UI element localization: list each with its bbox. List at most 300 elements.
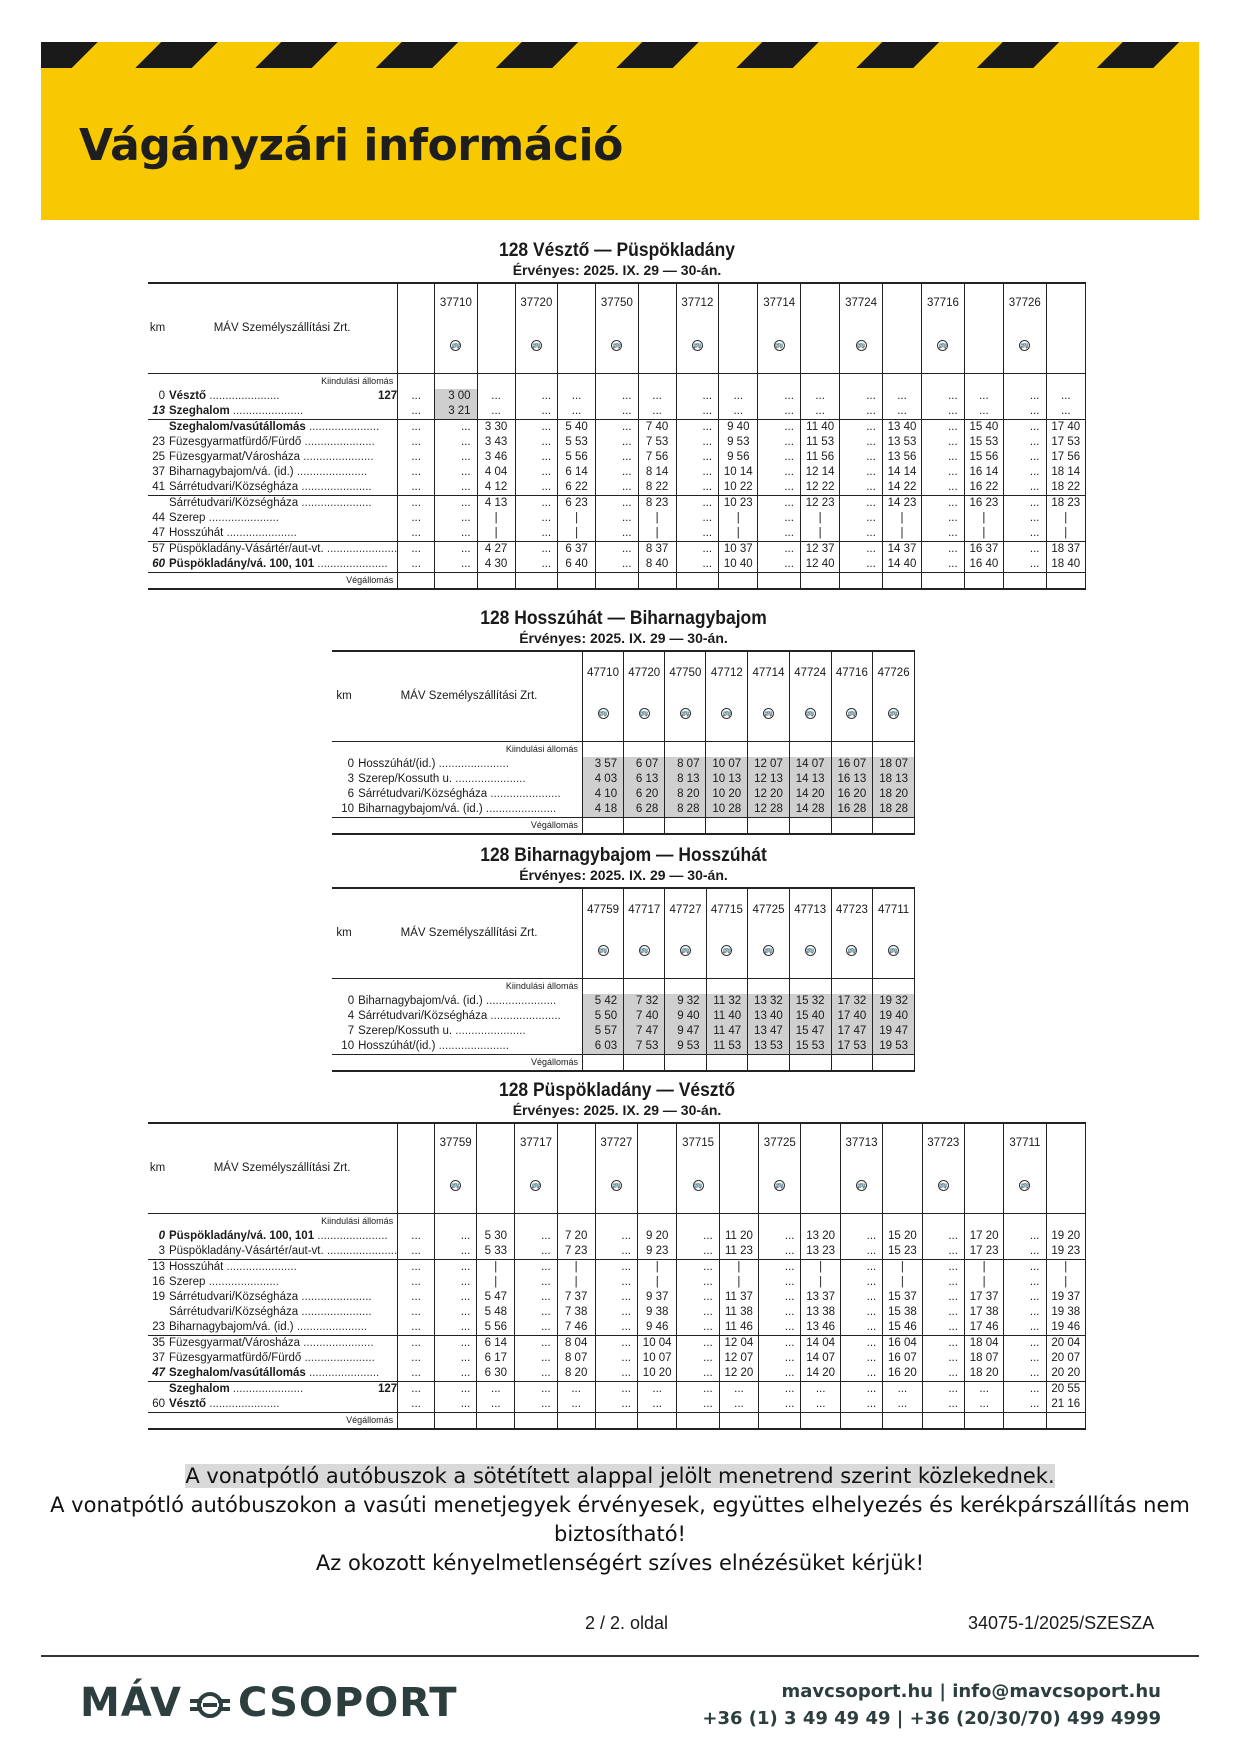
spacer-cell: [398, 1213, 435, 1229]
station-name: Füzesgyarmat/Városháza: [169, 450, 301, 463]
time-cell: 16 07: [883, 1351, 922, 1366]
time-cell: ...: [759, 1229, 801, 1244]
station-name: Sárrétudvari/Községháza: [168, 1305, 299, 1318]
station-cell: [167, 1351, 398, 1366]
station-cell: [356, 1024, 582, 1039]
time-cell: ...: [596, 389, 638, 404]
table-row: [148, 1244, 1086, 1260]
time-cell: 17 40: [831, 1009, 873, 1024]
time-cell: 18 07: [873, 757, 915, 772]
time-cell: 14 14: [882, 465, 921, 480]
time-cell: 14 40: [882, 557, 921, 573]
time-cell: ...: [677, 1351, 719, 1366]
bus-icon: [435, 337, 476, 352]
table-row: [148, 419, 1086, 435]
time-cell: ...: [840, 1259, 882, 1275]
time-cell: 12 40: [800, 557, 839, 573]
time-cell: ...: [922, 1290, 964, 1305]
time-cell: 16 14: [964, 465, 1003, 480]
leader-dots: ......................: [206, 1397, 280, 1410]
train-number-header: [840, 1123, 882, 1213]
table-row: [148, 450, 1086, 465]
spacer-cell: [831, 978, 873, 994]
time-cell: 17 32: [831, 994, 873, 1009]
arrival-label: Végállomás: [332, 817, 582, 834]
time-cell: ...: [840, 435, 882, 450]
spacer-cell: [1004, 1213, 1046, 1229]
time-cell: ...: [677, 1229, 719, 1244]
time-cell: ...: [758, 450, 800, 465]
spacer-cell: [596, 572, 638, 589]
time-cell: 13 46: [801, 1320, 840, 1336]
time-cell: ...: [840, 541, 882, 557]
spacer-cell: [789, 978, 831, 994]
bus-icon: [707, 942, 748, 957]
time-cell: ...: [840, 1290, 882, 1305]
bus-icon: [873, 942, 914, 957]
table-row: [148, 557, 1086, 573]
time-cell: 12 07: [748, 757, 790, 772]
spacer-cell: [515, 572, 557, 589]
time-cell: 13 20: [801, 1229, 840, 1244]
time-cell: ...: [922, 1320, 964, 1336]
km-cell: 25: [152, 450, 165, 463]
train-number-header: [596, 283, 638, 373]
train-number: 47717: [628, 904, 661, 916]
spacer-cell: [922, 572, 964, 589]
station-cell: [356, 1009, 582, 1024]
train-number-header: [758, 283, 800, 373]
time-cell: 9 47: [665, 1024, 706, 1039]
time-cell: ...: [515, 1381, 557, 1397]
time-cell: 5 57: [582, 1024, 623, 1039]
time-cell: ...: [434, 1351, 476, 1366]
time-cell: ...: [922, 1397, 964, 1413]
spacer-cell: [873, 817, 915, 834]
time-cell: 7 38: [557, 1305, 595, 1320]
leader-dots: ......................: [298, 1305, 372, 1318]
validity-text: Érvényes: 2025. IX. 29 — 30-án.: [512, 262, 722, 278]
time-cell: ...: [398, 1305, 435, 1320]
time-cell: 11 47: [706, 1024, 748, 1039]
time-cell: ...: [557, 1381, 595, 1397]
timetable-title: 128 Hosszúhát — Biharnagybajom: [480, 608, 767, 629]
station-cell: [167, 526, 398, 542]
time-cell: ...: [434, 1320, 476, 1336]
time-cell: 11 46: [719, 1320, 758, 1336]
time-cell: ...: [398, 1335, 435, 1351]
time-cell: ...: [596, 419, 638, 435]
time-cell: ...: [840, 1275, 882, 1290]
time-cell: ...: [759, 1244, 801, 1260]
time-cell: 15 37: [883, 1290, 922, 1305]
time-cell: |: [638, 511, 676, 526]
train-number: 47710: [587, 667, 619, 679]
time-cell: ...: [435, 541, 477, 557]
departure-label: Kiindulási állomás: [332, 741, 582, 757]
leader-dots: ......................: [305, 1366, 380, 1379]
time-cell: ...: [677, 1259, 719, 1275]
table-row: [332, 772, 915, 787]
time-cell: 5 30: [477, 1229, 515, 1244]
time-cell: 5 42: [582, 994, 623, 1009]
train-number-header: [759, 1123, 801, 1213]
km-header: km: [149, 321, 166, 334]
time-cell: |: [1046, 1259, 1086, 1275]
train-number: 37711: [1009, 1137, 1041, 1149]
station-cell: [356, 802, 582, 818]
spacer-cell: [638, 572, 676, 589]
mav-csoport-logo: [80, 1680, 458, 1726]
bus-symbol-icon: 🚌: [805, 947, 815, 954]
time-cell: 6 28: [624, 802, 665, 818]
arrival-label: Végállomás: [148, 1412, 398, 1429]
time-cell: ...: [922, 1305, 964, 1320]
time-cell: ...: [840, 526, 882, 542]
bus-icon: [923, 1177, 964, 1192]
time-cell: 14 20: [801, 1366, 840, 1382]
spacer-cell: [706, 741, 748, 757]
time-cell: ...: [398, 1381, 435, 1397]
time-cell: 6 23: [558, 495, 596, 511]
time-cell: 9 46: [638, 1320, 677, 1336]
time-cell: ...: [596, 541, 638, 557]
time-cell: 14 07: [789, 757, 831, 772]
bus-icon: [873, 705, 914, 720]
time-cell: 3 30: [477, 419, 515, 435]
time-cell: ...: [677, 1335, 719, 1351]
km-cell: 6: [347, 787, 355, 800]
time-cell: ...: [758, 541, 800, 557]
time-cell: ...: [840, 1351, 882, 1366]
time-cell: 15 53: [789, 1039, 831, 1055]
time-cell: |: [1046, 511, 1085, 526]
spacer-cell: [638, 1412, 677, 1429]
time-cell: 12 04: [719, 1335, 758, 1351]
time-cell: ...: [840, 1320, 882, 1336]
train-number-header: [831, 651, 873, 741]
table-row: [148, 404, 1086, 420]
time-cell: 15 20: [883, 1229, 922, 1244]
table-row: [148, 1275, 1086, 1290]
bus-symbol-icon: 🚌: [847, 710, 857, 717]
time-cell: ...: [1046, 404, 1085, 420]
time-cell: 8 28: [665, 802, 706, 818]
time-cell: ...: [434, 1397, 476, 1413]
time-cell: ...: [398, 404, 435, 420]
time-cell: ...: [398, 541, 435, 557]
time-cell: ...: [596, 404, 638, 420]
time-cell: |: [477, 1259, 515, 1275]
leader-dots: ......................: [300, 1336, 374, 1349]
km-cell: [148, 495, 167, 511]
station-cell: [167, 541, 398, 557]
leader-dots: ......................: [301, 435, 375, 448]
time-cell: |: [1046, 526, 1085, 542]
time-cell: ...: [1004, 1259, 1046, 1275]
time-cell: ...: [398, 495, 435, 511]
time-cell: ...: [1004, 450, 1046, 465]
time-cell: ...: [922, 1366, 964, 1382]
table-row: [148, 1381, 1086, 1397]
departure-label-row: [148, 1213, 1086, 1229]
station-name: Füzesgyarmat/Városháza: [168, 1336, 301, 1349]
spacer-cell: [582, 978, 623, 994]
table-row: [148, 480, 1086, 496]
leader-dots: ......................: [482, 994, 557, 1007]
spacer-cell: [840, 572, 882, 589]
spacer-cell: [595, 1213, 637, 1229]
time-cell: ...: [922, 557, 964, 573]
time-cell: ...: [840, 404, 882, 420]
header-row: [148, 1123, 1086, 1213]
time-cell: ...: [677, 1244, 719, 1260]
time-cell: ...: [515, 389, 557, 404]
time-cell: ...: [398, 1259, 435, 1275]
time-cell: |: [638, 1259, 677, 1275]
spacer-cell: [477, 572, 515, 589]
km-cell: 60: [152, 1397, 165, 1410]
km-cell: 0: [347, 994, 355, 1007]
time-cell: 13 32: [748, 994, 790, 1009]
bus-icon: [596, 337, 637, 352]
time-cell: 6 20: [624, 787, 665, 802]
station-name: Füzesgyarmatfürdő/Fürdő: [168, 1351, 302, 1364]
time-cell: 7 37: [557, 1290, 595, 1305]
bus-symbol-icon: 🚌: [612, 342, 622, 349]
leader-dots: ......................: [206, 389, 280, 402]
time-cell: ...: [840, 419, 882, 435]
time-cell: 18 07: [964, 1351, 1003, 1366]
time-cell: ...: [638, 389, 676, 404]
time-cell: 14 37: [882, 541, 921, 557]
time-cell: ...: [759, 1290, 801, 1305]
time-cell: 20 07: [1046, 1351, 1086, 1366]
time-cell: |: [719, 511, 758, 526]
time-cell: ...: [1004, 389, 1046, 404]
spacer-cell: [748, 978, 790, 994]
time-cell: ...: [922, 1381, 964, 1397]
time-cell: 17 23: [964, 1244, 1003, 1260]
bus-icon: [677, 1177, 718, 1192]
leader-dots: ......................: [487, 787, 561, 800]
time-cell: ...: [801, 1381, 840, 1397]
leader-dots: ......................: [298, 1290, 372, 1303]
bus-symbol-icon: 🚌: [857, 1182, 866, 1189]
bus-symbol-icon: 🚌: [639, 710, 649, 717]
time-cell: ...: [595, 1351, 637, 1366]
bus-symbol-icon: 🚌: [938, 342, 948, 349]
time-cell: 15 46: [883, 1320, 922, 1336]
leader-dots: ......................: [452, 1024, 526, 1037]
train-number: 47715: [710, 904, 743, 916]
time-cell: ...: [964, 1381, 1003, 1397]
departure-label: Kiindulási állomás: [148, 1213, 398, 1229]
time-cell: ...: [434, 1275, 476, 1290]
spacer-cell: [922, 373, 964, 389]
time-cell: 11 32: [706, 994, 748, 1009]
time-cell: ...: [719, 1397, 758, 1413]
time-cell: 19 46: [1046, 1320, 1086, 1336]
spacer-cell: [831, 741, 873, 757]
table-row: [148, 526, 1086, 542]
spacer-cell: [719, 373, 758, 389]
time-cell: 11 56: [800, 450, 839, 465]
station-name: Püspökladány-Vásártér/aut-vt.: [168, 1244, 324, 1257]
page-number: 2 / 2. oldal: [585, 1613, 669, 1633]
spacer-cell: [582, 817, 623, 834]
time-cell: 21 16: [1046, 1397, 1086, 1413]
km-header: km: [149, 1161, 166, 1174]
bus-symbol-icon: 🚌: [889, 710, 898, 717]
time-cell: 12 22: [800, 480, 839, 496]
time-cell: 20 20: [1046, 1366, 1086, 1382]
time-cell: ...: [922, 389, 964, 404]
website-link[interactable]: mavcsoport.hu: [781, 1681, 934, 1702]
bus-symbol-icon: 🚌: [722, 710, 732, 717]
spacer-cell: [558, 572, 596, 589]
train-number-header: [1004, 283, 1046, 373]
time-cell: ...: [515, 1275, 557, 1290]
time-cell: ...: [435, 557, 477, 573]
timetable-vezto-puspokladany: [148, 240, 1086, 585]
time-cell: ...: [398, 1397, 435, 1413]
time-cell: ...: [840, 511, 882, 526]
table-row: [148, 1305, 1086, 1320]
leader-dots: ......................: [452, 772, 526, 785]
spacer-cell: [883, 1412, 922, 1429]
header-row: [148, 283, 1086, 373]
time-cell: 7 53: [638, 435, 676, 450]
km-cell: 0: [347, 757, 355, 770]
train-number: 37714: [763, 297, 796, 309]
time-cell: ...: [434, 1335, 476, 1351]
leader-dots: ......................: [305, 420, 380, 433]
time-cell: ...: [922, 1351, 964, 1366]
time-cell: 6 03: [582, 1039, 623, 1055]
km-cell: [148, 1305, 167, 1320]
spacer-cell: [801, 1412, 840, 1429]
leader-dots: ......................: [293, 465, 368, 478]
time-cell: ...: [758, 480, 800, 496]
spacer-cell: [719, 1412, 758, 1429]
time-cell: ...: [398, 557, 435, 573]
station-name: Hosszúhát: [169, 526, 224, 539]
time-cell: 17 46: [964, 1320, 1003, 1336]
time-cell: ...: [883, 1381, 922, 1397]
time-cell: 18 20: [873, 787, 915, 802]
spacer-cell: [1004, 572, 1046, 589]
time-cell: 6 22: [558, 480, 596, 496]
departure-label-row: [332, 978, 915, 994]
station-name: Hosszúhát/(id.): [358, 757, 436, 770]
time-cell: ...: [677, 1290, 719, 1305]
time-cell: ...: [596, 480, 638, 496]
time-cell: ...: [515, 526, 557, 542]
header-spacer: [477, 283, 515, 373]
spacer-cell: [719, 1213, 758, 1229]
time-cell: ...: [719, 1381, 758, 1397]
time-cell: ...: [515, 1366, 557, 1382]
time-cell: ...: [676, 480, 718, 496]
time-cell: 13 40: [882, 419, 921, 435]
spacer-cell: [557, 1213, 595, 1229]
time-cell: ...: [434, 1259, 476, 1275]
time-cell: ...: [398, 1290, 435, 1305]
time-cell: 9 53: [665, 1039, 706, 1055]
spacer-cell: [1046, 572, 1085, 589]
station-cell: [167, 557, 398, 573]
time-cell: ...: [676, 511, 718, 526]
header-row: [332, 651, 915, 741]
bus-icon: [596, 1177, 637, 1192]
time-cell: ...: [922, 419, 964, 435]
train-number: 37717: [519, 1137, 552, 1149]
time-cell: 3 57: [582, 757, 623, 772]
bus-icon: [583, 942, 623, 957]
time-cell: 3 00: [435, 389, 477, 404]
station-cell: [167, 450, 398, 465]
time-cell: 4 12: [477, 480, 515, 496]
time-cell: 8 07: [665, 757, 706, 772]
time-cell: ...: [922, 1259, 964, 1275]
time-cell: 5 33: [477, 1244, 515, 1260]
time-cell: ...: [676, 450, 718, 465]
bus-icon: [1004, 337, 1045, 352]
time-cell: |: [801, 1275, 840, 1290]
time-cell: 8 20: [665, 787, 706, 802]
station-cell: [167, 1305, 398, 1320]
operator-header: MÁV Személyszállítási Zrt.: [356, 888, 582, 978]
time-cell: ...: [434, 1244, 476, 1260]
bus-icon: [677, 337, 718, 352]
time-cell: |: [883, 1275, 922, 1290]
spacer-cell: [882, 572, 921, 589]
header-spacer: [638, 283, 676, 373]
bus-icon: [515, 1177, 556, 1192]
phone-landline: +36 (1) 3 49 49 49: [702, 1708, 891, 1729]
time-cell: 14 20: [789, 787, 831, 802]
time-cell: 8 07: [557, 1351, 595, 1366]
time-cell: 10 23: [719, 495, 758, 511]
operator-header: MÁV Személyszállítási Zrt.: [167, 283, 398, 373]
header-spacer: [1046, 283, 1085, 373]
time-cell: ...: [677, 1381, 719, 1397]
leader-dots: ......................: [205, 1275, 279, 1288]
time-cell: ...: [434, 1290, 476, 1305]
time-cell: ...: [434, 1381, 476, 1397]
time-cell: ...: [595, 1259, 637, 1275]
time-cell: ...: [1004, 1381, 1046, 1397]
time-cell: ...: [1004, 557, 1046, 573]
time-cell: ...: [759, 1366, 801, 1382]
table-row: [332, 802, 915, 818]
spacer-cell: [398, 572, 435, 589]
time-cell: 16 37: [964, 541, 1003, 557]
km-cell: 57: [152, 542, 165, 555]
table-row: [148, 1351, 1086, 1366]
station-name: Sárrétudvari/Községháza: [169, 480, 299, 493]
email-link[interactable]: info@mavcsoport.hu: [952, 1681, 1161, 1702]
station-name: Szeghalom: [168, 1382, 230, 1395]
station-cell: [167, 1244, 398, 1260]
station-cell: [167, 465, 398, 480]
station-cell: [167, 1366, 398, 1382]
leader-dots: ......................: [435, 1039, 509, 1052]
spacer-cell: [515, 373, 557, 389]
time-cell: 11 38: [719, 1305, 758, 1320]
time-cell: ...: [840, 1305, 882, 1320]
